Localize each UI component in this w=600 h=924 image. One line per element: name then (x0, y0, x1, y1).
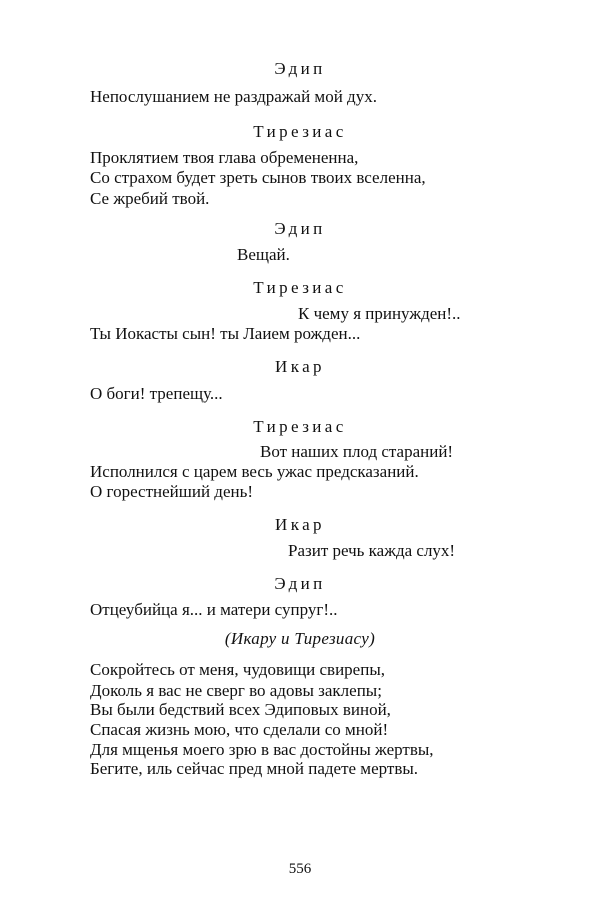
verse-line: Доколь я вас не сверг во адовы заклепы; (90, 681, 382, 700)
verse-line: Проклятием твоя глава обремененна, (90, 148, 359, 167)
verse-line: О горестнейший день! (90, 482, 254, 501)
verse-line: Спасая жизнь мою, что сделали со мной! (90, 720, 389, 739)
verse-line: Отцеубийца я... и матери супруг!.. (90, 600, 338, 619)
speaker-tiresias: Тирезиас (253, 278, 347, 297)
verse-line: Ты Иокасты сын! ты Лаием рожден... (90, 324, 361, 343)
verse-line: Бегите, иль сейчас пред мной падете мертвы. (90, 759, 419, 778)
speaker-oedipus: Эдип (274, 59, 326, 78)
speaker-tiresias: Тирезиас (253, 122, 347, 141)
verse-line: О боги! трепещу... (90, 384, 223, 403)
verse-line: Разит речь кажда слух! (288, 541, 456, 560)
page-number: 556 (288, 861, 312, 877)
verse-line: Се жребий твой. (90, 189, 210, 208)
verse-line: Непослушанием не раздражай мой дух. (90, 87, 377, 106)
speaker-icarus: Икар (275, 357, 325, 376)
speaker-icarus: Икар (275, 515, 325, 534)
verse-line: Вещай. (237, 245, 290, 264)
speaker-oedipus: Эдип (274, 574, 326, 593)
verse-line: Вы были бедствий всех Эдиповых виной, (90, 700, 391, 719)
stage-direction: (Икару и Тирезиасу) (224, 629, 376, 648)
verse-line: Для мщенья моего зрю в вас достойны жертвы, (90, 740, 434, 759)
verse-line: Вот наших плод стараний! (260, 442, 454, 461)
speaker-oedipus: Эдип (274, 219, 326, 238)
verse-line: Исполнился с царем весь ужас предсказаний. (90, 462, 419, 481)
verse-line: Сокройтесь от меня, чудовищи свирепы, (90, 660, 385, 679)
speaker-tiresias: Тирезиас (253, 417, 347, 436)
verse-line: К чему я принужден!.. (298, 304, 461, 323)
verse-line: Со страхом будет зреть сынов твоих вселенна, (90, 168, 426, 187)
